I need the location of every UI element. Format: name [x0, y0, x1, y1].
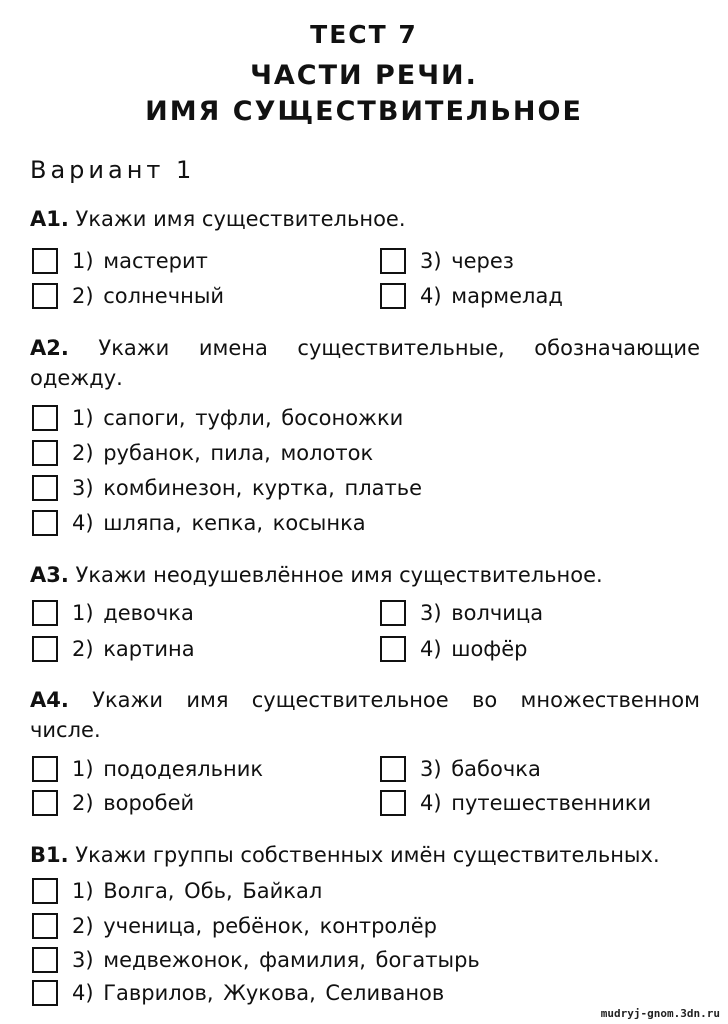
question-text: Укажи имя существительное во множественном числе.: [30, 688, 700, 742]
answer-checkbox[interactable]: [32, 790, 58, 816]
option-b1-2[interactable]: [32, 911, 437, 941]
option-label: 1) мастерит: [72, 249, 208, 273]
answer-checkbox[interactable]: [380, 283, 406, 309]
answer-checkbox[interactable]: [32, 283, 58, 309]
option-b1-3[interactable]: [32, 945, 480, 975]
answer-checkbox[interactable]: [32, 636, 58, 662]
answer-checkbox[interactable]: [380, 600, 406, 626]
option-a3-2[interactable]: [32, 634, 195, 664]
question-number: А1.: [30, 207, 69, 231]
answer-checkbox[interactable]: [32, 248, 58, 274]
question-number: А3.: [30, 563, 69, 587]
option-a4-2[interactable]: [32, 788, 194, 818]
variant-label: Вариант 1: [30, 156, 196, 184]
option-label: 2) солнечный: [72, 284, 225, 308]
option-label: 2) ученица, ребёнок, контролёр: [72, 914, 437, 938]
option-a4-1[interactable]: [32, 754, 263, 784]
question-text: Укажи имена существительные, обозначающие одежду.: [30, 336, 700, 390]
option-a2-4[interactable]: [32, 508, 366, 538]
option-label: 3) комбинезон, куртка, платье: [72, 476, 423, 500]
answer-checkbox[interactable]: [32, 980, 58, 1006]
option-label: 1) Волга, Обь, Байкал: [72, 879, 323, 903]
option-label: 3) через: [420, 249, 514, 273]
question-a4: [30, 685, 700, 745]
option-a3-4[interactable]: [380, 634, 528, 664]
question-b1: [30, 840, 700, 870]
question-number: А2.: [30, 336, 69, 360]
answer-checkbox[interactable]: [32, 405, 58, 431]
option-a1-4[interactable]: [380, 281, 563, 311]
option-label: 3) волчица: [420, 601, 544, 625]
option-a1-2[interactable]: [32, 281, 224, 311]
option-a1-1[interactable]: [32, 246, 208, 276]
option-label: 2) рубанок, пила, молоток: [72, 441, 374, 465]
answer-checkbox[interactable]: [380, 248, 406, 274]
option-a3-1[interactable]: [32, 598, 194, 628]
question-text: Укажи имя существительное.: [75, 207, 406, 231]
question-a1: [30, 204, 700, 234]
option-label: 4) шофёр: [420, 637, 528, 661]
option-label: 1) сапоги, туфли, босоножки: [72, 406, 404, 430]
option-label: 4) мармелад: [420, 284, 563, 308]
option-a4-3[interactable]: [380, 754, 541, 784]
option-label: 1) девочка: [72, 601, 194, 625]
watermark: mudryj-gnom.3dn.ru: [600, 1007, 720, 1020]
option-label: 4) Гаврилов, Жукова, Селиванов: [72, 981, 445, 1005]
option-label: 3) бабочка: [420, 757, 541, 781]
answer-checkbox[interactable]: [32, 440, 58, 466]
answer-checkbox[interactable]: [32, 756, 58, 782]
option-a3-3[interactable]: [380, 598, 543, 628]
answer-checkbox[interactable]: [32, 947, 58, 973]
answer-checkbox[interactable]: [32, 600, 58, 626]
question-number: В1.: [30, 843, 69, 867]
question-text: Укажи группы собственных имён существительных.: [75, 843, 660, 867]
answer-checkbox[interactable]: [32, 510, 58, 536]
answer-checkbox[interactable]: [380, 756, 406, 782]
option-b1-4[interactable]: [32, 978, 444, 1008]
answer-checkbox[interactable]: [32, 913, 58, 939]
option-a1-3[interactable]: [380, 246, 514, 276]
test-subtitle: ЧАСТИ РЕЧИ.: [250, 60, 478, 91]
option-label: 2) воробей: [72, 791, 195, 815]
option-a2-3[interactable]: [32, 473, 422, 503]
question-number: А4.: [30, 688, 69, 712]
test-title: ТЕСТ 7: [310, 20, 418, 49]
option-label: 1) пододеяльник: [72, 757, 264, 781]
question-a2: [30, 333, 700, 393]
option-a2-2[interactable]: [32, 438, 373, 468]
answer-checkbox[interactable]: [32, 475, 58, 501]
option-a2-1[interactable]: [32, 403, 403, 433]
option-label: 4) путешественники: [420, 791, 652, 815]
option-b1-1[interactable]: [32, 876, 322, 906]
test-topic: ИМЯ СУЩЕСТВИТЕЛЬНОЕ: [145, 96, 583, 127]
answer-checkbox[interactable]: [380, 636, 406, 662]
question-text: Укажи неодушевлённое имя существительное.: [75, 563, 603, 587]
question-a3: [30, 560, 700, 590]
answer-checkbox[interactable]: [380, 790, 406, 816]
option-label: 3) медвежонок, фамилия, богатырь: [72, 948, 480, 972]
option-label: 4) шляпа, кепка, косынка: [72, 511, 366, 535]
answer-checkbox[interactable]: [32, 878, 58, 904]
option-label: 2) картина: [72, 637, 195, 661]
option-a4-4[interactable]: [380, 788, 651, 818]
